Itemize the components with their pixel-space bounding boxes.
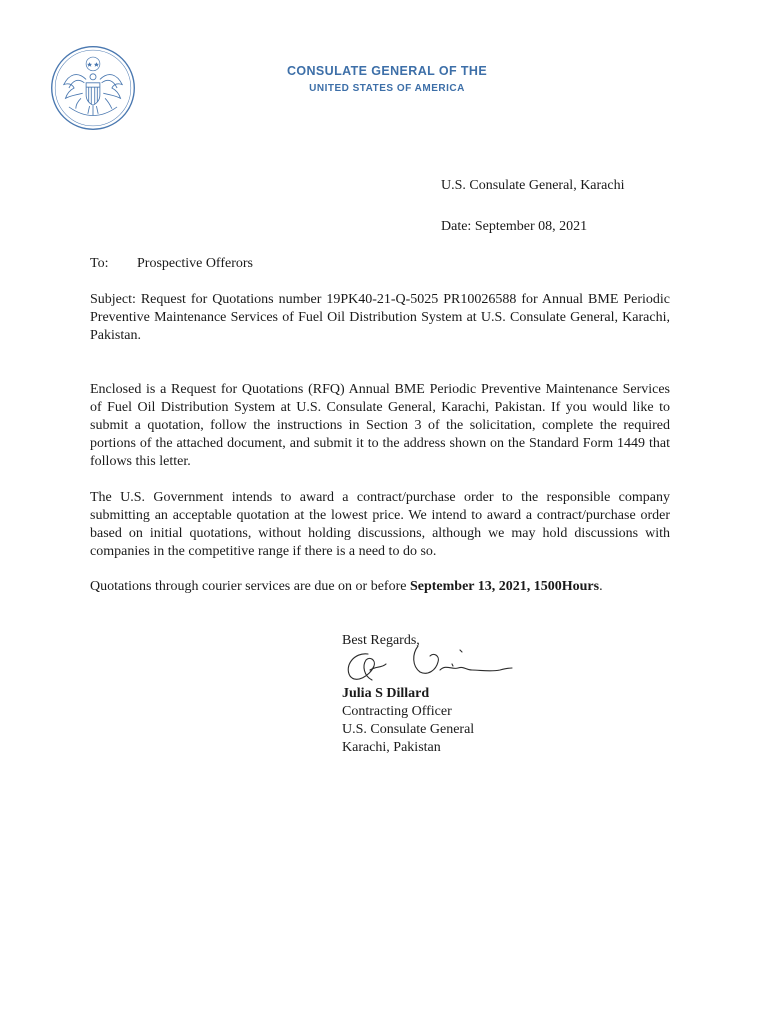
consulate-header-line-2: UNITED STATES OF AMERICA xyxy=(309,83,465,94)
signatory-name: Julia S Dillard xyxy=(342,686,430,701)
consulate-header-line-1: CONSULATE GENERAL OF THE xyxy=(286,64,488,78)
signatory-location: Karachi, Pakistan xyxy=(342,740,441,755)
deadline-end: . xyxy=(599,579,603,594)
body-paragraph-2: The U.S. Government intends to award a contract/purchase order to the responsible company submitting an acceptable quotation at the lowest price. We intend to award a contract/purchase order based on initial quotations, without holding discussions, although we may hold discussions with companies in the competitive range if there is a need to do so. xyxy=(90,490,670,559)
letter-date: Date: September 08, 2021 xyxy=(441,219,588,234)
body-paragraph-1: Enclosed is a Request for Quotations (RFQ) Annual BME Periodic Preventive Maintenance Services of Fuel Oil Distribution System at U.S. Consulate General, Karachi, Pakistan. If you would like to submit a quotation, follow the instructions in Section 3 of the solicitation, complete the required portions of the attached document, and submit it to the address shown on the Standard Form 1449 that follows this letter. xyxy=(90,382,670,469)
signature-icon xyxy=(340,636,516,692)
great-seal-icon xyxy=(50,45,136,131)
deadline-intro: Quotations through courier services are due on or before xyxy=(90,579,410,594)
to-value: Prospective Offerors xyxy=(137,256,253,271)
signatory-organization: U.S. Consulate General xyxy=(342,722,475,737)
closing-salutation: Best Regards, xyxy=(342,633,420,648)
signatory-title: Contracting Officer xyxy=(342,704,452,719)
subject-line: Subject: Request for Quotations number 19PK40-21-Q-5025 PR10026588 for Annual BME Periodic Preventive Maintenance Services of Fuel Oil Distribution System at U.S. Consulate General, Karachi, Pakistan. xyxy=(90,292,670,343)
sender-office: U.S. Consulate General, Karachi xyxy=(441,178,625,193)
to-label: To: xyxy=(90,256,109,271)
body-paragraph-3 xyxy=(90,578,670,596)
deadline-date: September 13, 2021, 1500Hours xyxy=(409,579,600,594)
